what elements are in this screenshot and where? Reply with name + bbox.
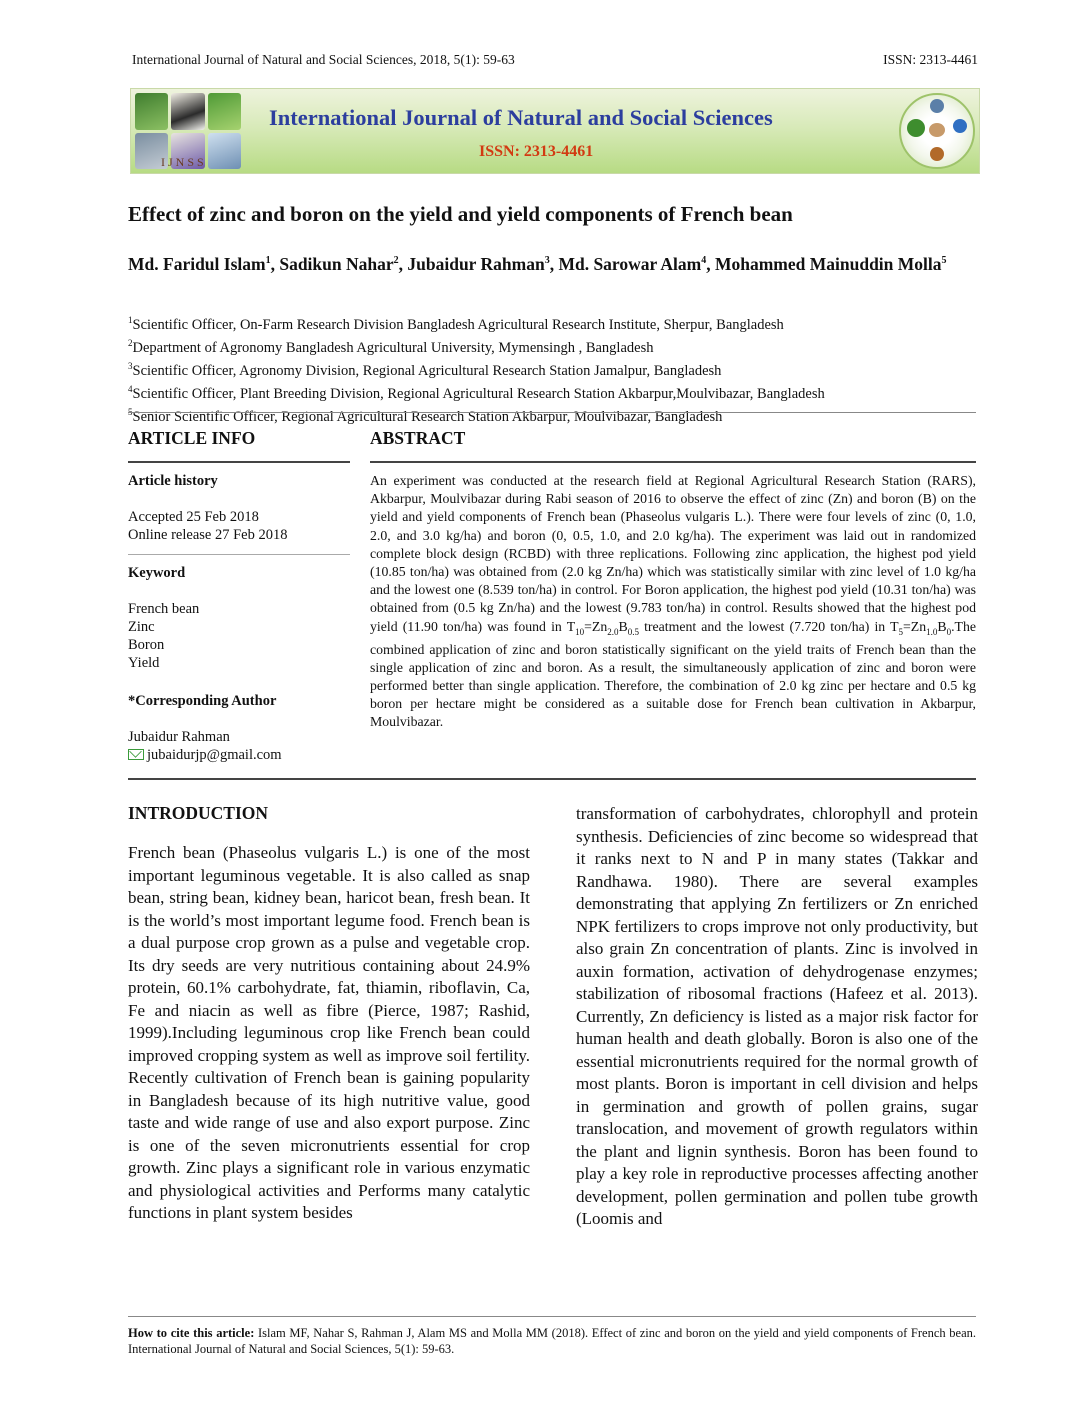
affiliation-sup: 1 (128, 315, 133, 325)
affiliation-sup: 2 (128, 338, 133, 349)
corresponding-author-name: Jubaidur Rahman (128, 729, 230, 745)
treatment-eq: =Zn (903, 618, 927, 634)
zn-dose-sub: 1.0 (926, 626, 938, 637)
how-to-cite (128, 1325, 976, 1357)
keyword-item: French bean (128, 601, 200, 617)
author-sup: 3 (544, 255, 550, 266)
journal-emblem-logo (899, 93, 975, 169)
zn-dose-sub: 2.0 (607, 626, 619, 637)
cite-label: How to cite this article: (128, 1326, 255, 1340)
article-info-panel (128, 472, 350, 544)
affiliation (128, 357, 825, 380)
footer-rule (128, 1316, 976, 1317)
author-name: Sadikun Nahar (279, 253, 394, 274)
treatment-label: T (566, 618, 576, 634)
banner-initials: IJNSS (161, 155, 207, 169)
abstract-bottom-rule (128, 778, 976, 780)
author-name: Mohammed Mainuddin Molla (714, 253, 942, 274)
running-head (132, 52, 978, 68)
journal-citation-header: International Journal of Natural and Social Sciences, 2018, 5(1): 59-63 (132, 52, 515, 67)
affiliation-text: Senior Scientific Officer, Regional Agricultural Research Station Akbarpur, Moulvibazar, Bangladesh (132, 408, 723, 425)
affiliation-text: Department of Agronomy Bangladesh Agricultural University, Mymensingh , Bangladesh (132, 339, 654, 356)
author-name: Md. Sarowar Alam (558, 253, 702, 274)
corresponding-author-heading: *Corresponding Author (128, 693, 277, 709)
keyword-item: Boron (128, 637, 165, 653)
b-dose-sub: 0 (946, 626, 952, 637)
divider (128, 412, 976, 413)
treatment-sub: 5 (898, 626, 904, 637)
affiliation-text: Scientific Officer, Plant Breeding Division, Regional Agricultural Research Station Akbarpur,Moulvibazar, Bangladesh (132, 385, 825, 402)
banner-title: International Journal of Natural and Social Sciences (269, 105, 773, 130)
affiliation-text: Scientific Officer, On-Farm Research Division Bangladesh Agricultural Research Institute, Sherpur, Bangladesh (132, 316, 784, 333)
boron-label: B (937, 618, 947, 634)
keyword-item: Yield (128, 655, 160, 671)
journal-banner (130, 88, 980, 174)
info-divider (128, 554, 350, 555)
corresponding-email-link[interactable]: jubaidurjp@gmail.com (147, 747, 282, 763)
abstract-text (370, 472, 976, 732)
paper-title: Effect of zinc and boron on the yield and yield components of French bean (128, 202, 793, 226)
author-sup: 5 (941, 255, 947, 266)
article-info-heading: ARTICLE INFO (128, 428, 256, 448)
issn-header: ISSN: 2313-4461 (883, 52, 978, 67)
keyword-heading: Keyword (128, 565, 186, 581)
accepted-date: Accepted 25 Feb 2018 (128, 509, 259, 525)
abstract-part: An experiment was conducted at the research field at Regional Agricultural Research Station (RARS), Akbarpur, Moulvibazar during Rabi season of 2016 to observe the effect of zinc (Zn) and boron (B) on the yield and yield components of French bean (Phaseolus vulgaris L.). There were four levels of zinc (0, 1.0, 2.0, and 3.0 kg/ha) and boron (0, 0.5, 1.0, and 2.0 kg/ha). The experiment was laid out in randomized complete block design (RCBD) with three replications. Following zinc application, the highest pod yield (10.85 ton/ha) was obtained from (2.0 kg Zn/ha) which was statistically similar with zinc level of 1.0 kg/ha and the lowest one (8.539 ton/ha) in control. For Boron application, the highest pod yield (10.31 ton/ha) was obtained from (0.5 kg Zn/ha) and the lowest (9.783 ton/ha) in control. Results showed that the highest pod yield (11.90 ton/ha) was found in (370, 473, 976, 634)
abstract-rule (370, 461, 976, 463)
affiliation-sup: 3 (128, 361, 133, 372)
abstract-part: .The combined application of zinc and boron statistically significant on the yield traits of French bean than the single application of zinc and boron. As a result, the simultaneously application of zinc and boron were performed better than single application. Therefore, the combination of 2.0 kg zinc per hectare and 0.5 kg boron per hectare might be considered as a suitable dose for French bean cultivation in Akbarpur, Moulvibazar. (370, 618, 976, 730)
affiliation (128, 334, 825, 357)
envelope-icon (128, 749, 144, 760)
introduction-heading: INTRODUCTION (128, 803, 269, 823)
affiliation (128, 403, 825, 426)
author-sup: 2 (393, 255, 399, 266)
article-history-heading: Article history (128, 473, 218, 489)
affiliation-list (128, 311, 825, 426)
boron-label: B (618, 618, 628, 634)
author-name: Jubaidur Rahman (407, 253, 545, 274)
author-sup: 1 (265, 255, 271, 266)
banner-issn: ISSN: 2313-4461 (479, 143, 594, 160)
affiliation-sup: 4 (128, 384, 133, 395)
introduction-right-column: transformation of carbohydrates, chlorophyll and protein synthesis. Deficiencies of zinc become so widespread that it ranks next to N and P in many states (Takkar and Randhawa. 1980). There are several examples demonstrating that applying Zn fertilizers or Zn enriched NPK fertilizers to crops improve not only productivity, but also grain Zn concentration of plants. Zinc is involved in auxin formation, activation of dehydrogenase enzymes; stabilization of ribosomal fractions (Hafeez et al. 2013). Currently, Zn deficiency is listed as a major risk factor for human health and death globally. Boron is also one of the essential micronutrients required for the normal growth of most plants. Boron is important in cell division and helps in germination and growth of pollen grains, sugar translocation, and movement of growth regulators within the plant and lignin synthesis. Boron has been found to play a key role in reproductive processes affecting another development, pollen germination and pollen tube growth (Loomis and (576, 804, 978, 1228)
introduction-left-column: French bean (Phaseolus vulgaris L.) is one of the most important leguminous vegetable. It is also called as snap bean, string bean, kidney bean, haricot bean, fresh bean. It is the world’s most important legume food. French bean is a dual purpose crop grown as a pulse and vegetable crop. Its dry seeds are very nutritious containing about 24.9% protein, 60.1% carbohydrate, fat, thiamin, riboflavin, Ca, Fe and niacin as well as fibre (Pierce, 1987; Rashid, 1999).Including leguminous crop like French bean could improved cropping system as well as improve soil fertility. Recently cultivation of French bean is gaining popularity in Bangladesh because of its high nutritive value, good taste and wide range of use and also export purpose. Zinc is one of the seven micronutrients essential for crop growth. Zinc plays a significant role in various enzymatic and physiological activities and Performs many catalytic functions in plant system besides (128, 843, 530, 1222)
online-release-date: Online release 27 Feb 2018 (128, 527, 288, 543)
treatment-label: T (890, 618, 899, 634)
abstract-heading: ABSTRACT (370, 428, 466, 448)
article-info-rule (128, 461, 350, 463)
treatment-sub: 10 (575, 626, 585, 637)
author-list: Md. Faridul Islam$^1$, Sadikun Nahar$^2$, Jubaidur Rahman$^3$, Md. Sarowar Alam$^4$, Mohammed Mainuddin Molla$^5$ (128, 253, 947, 274)
affiliation-text: Scientific Officer, Agronomy Division, Regional Agricultural Research Station Jamalpur, Bangladesh (132, 362, 722, 379)
keyword-item: Zinc (128, 619, 155, 635)
affiliation (128, 311, 825, 334)
cite-text: Islam MF, Nahar S, Rahman J, Alam MS and Molla MM (2018). Effect of zinc and boron on the yield and yield components of French bean. International Journal of Natural and Social Sciences, 5(1): 59-63. (128, 1326, 976, 1356)
keyword-panel (128, 564, 350, 672)
treatment-eq: =Zn (584, 618, 608, 634)
corresponding-author-panel (128, 692, 350, 764)
author-name: Md. Faridul Islam (128, 253, 266, 274)
b-dose-sub: 0.5 (627, 626, 639, 637)
author-sup: 4 (701, 255, 707, 266)
abstract-part: treatment and the lowest (7.720 ton/ha) in (638, 618, 891, 634)
affiliation-sup: 5 (128, 407, 133, 418)
affiliation (128, 380, 825, 403)
